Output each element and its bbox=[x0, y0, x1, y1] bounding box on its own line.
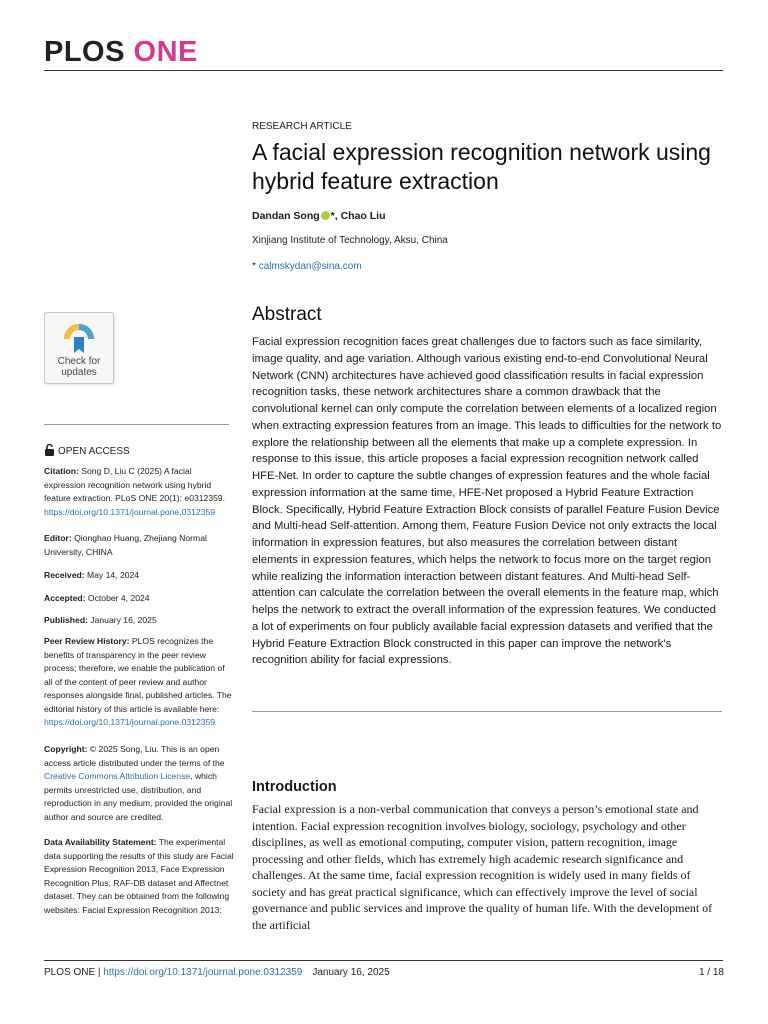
crossmark-icon bbox=[59, 317, 99, 357]
footer-journal: PLOS ONE | bbox=[44, 967, 104, 978]
logo-one: ONE bbox=[133, 36, 198, 68]
email-link[interactable]: calmskydan@sina.com bbox=[258, 261, 362, 272]
affiliation: Xinjiang Institute of Technology, Aksu, China bbox=[252, 235, 448, 246]
author-name: Dandan Song bbox=[252, 210, 320, 222]
logo-plos: PLOS bbox=[44, 36, 125, 68]
orcid-icon[interactable] bbox=[321, 211, 330, 220]
published-date: Published: January 16, 2025 bbox=[44, 615, 157, 625]
corresponding-email bbox=[252, 261, 362, 272]
check-for-updates-badge[interactable] bbox=[44, 312, 114, 384]
open-lock-icon bbox=[44, 443, 55, 457]
abstract-divider bbox=[252, 711, 722, 712]
header-rule bbox=[44, 70, 723, 71]
introduction-text: Facial expression is a non-verbal communication that conveys a person’s emotional state and intention. Facial expression recognition involves biology, sociology, psychology and other disciplines, as well as emotional computing, computer vision, pattern recognition, image processing and other fields, which has extremely high academic research significance and challenges. At the same time, facial expression recognition is widely used in many fields of society and has great practical significance, which can effectively improve the level of social governance and public services and improve the quality of human life. With the development of the artificial bbox=[252, 802, 713, 932]
page-footer bbox=[44, 967, 724, 978]
author-list bbox=[252, 210, 386, 222]
sidebar-rule bbox=[44, 424, 229, 425]
footer-doi-link[interactable]: https://doi.org/10.1371/journal.pone.0312359 bbox=[103, 967, 303, 978]
introduction-heading: Introduction bbox=[252, 779, 337, 795]
page-number: 1 / 18 bbox=[698, 967, 724, 978]
abstract-heading: Abstract bbox=[252, 304, 322, 325]
received-date: Received: May 14, 2024 bbox=[44, 570, 140, 580]
author-rest: *, Chao Liu bbox=[330, 210, 386, 222]
email-mark: * bbox=[252, 261, 256, 272]
footer-rule bbox=[44, 960, 723, 961]
peer-review-block: Peer Review History: PLOS recognizes the benefits of transparency in the peer review process; therefore, we enable the publication of all of the content of peer review and author responses alongside final, published articles. The editorial history of this article is available here: https://doi.org/10.1371/journal.pone.0312359 bbox=[44, 636, 232, 727]
badge-text: Check for updates bbox=[57, 356, 101, 378]
peer-review-link[interactable]: https://doi.org/10.1371/journal.pone.0312359 bbox=[44, 717, 216, 727]
article-type: RESEARCH ARTICLE bbox=[252, 121, 352, 132]
citation-block: Citation: Song D, Liu C (2025) A facial expression recognition network using hybrid feature extraction. PLoS ONE 20(1): e0312359. https://doi.org/10.1371/journal.pone.0312359 bbox=[44, 466, 226, 517]
copyright-block: Copyright: © 2025 Song, Liu. This is an open access article distributed under the terms of the Creative Commons Attribution License, which permits unrestricted use, distribution, and reproduction in any medium, provided the original author and source are credited. bbox=[44, 744, 233, 822]
open-access-label: OPEN ACCESS bbox=[44, 443, 130, 457]
accepted-date: Accepted: October 4, 2024 bbox=[44, 593, 150, 603]
data-availability-block: Data Availability Statement: The experimental data supporting the results of this study are Facial Expression Recognition 2013, Face Expression Recognition Plus, RAF-DB dataset and Affectnet dataset. They can be obtained from the following websites: Facial Expression Recognition 2013: bbox=[44, 837, 234, 915]
editor-block: Editor: Qionghao Huang, Zhejiang Normal University, CHINA bbox=[44, 533, 207, 557]
license-link[interactable]: Creative Commons Attribution License bbox=[44, 771, 191, 781]
abstract-text: Facial expression recognition faces great challenges due to factors such as face similarity, image quality, and age variation. Although various existing end-to-end Convolutional Neural Network (CNN) architectures have achieved good classification results in facial expression recognition tasks, these network architectures share a common drawback that the convolutional kernel can only compute the correlation between elements of a localized region when extracting expression features from an image. This leads to difficulties for the network to explore the relationship between all the elements that make up a complete expression. In response to this issue, this article proposes a facial expression recognition network called HFE-Net. In order to capture the subtle changes of expression features and the whole facial expression information at the same time, HFE-Net proposed a Hybrid Feature Extraction Block. Specifically, Hybrid Feature Extraction Block consists of parallel Feature Fusion Device and Multi-head Self-attention. Among them, Feature Fusion Device not only extracts the local information in expression features, but also measures the correlation between distant elements in expression features, which helps the network to focus more on the target region while realizing the information interaction between distant features. And Multi-head Self-attention can calculate the correlation between the overall elements in the feature map, which helps the network to extract the overall information of the expression features. We conducted a lot of experiments on four publicly available facial expression datasets and verified that the Hybrid Feature Extraction Block constructed in this paper can improve the network’s recognition ability for facial expressions. bbox=[252, 336, 722, 667]
article-title: A facial expression recognition network using hybrid feature extraction bbox=[252, 139, 711, 194]
journal-logo bbox=[44, 36, 198, 69]
footer-date: January 16, 2025 bbox=[312, 967, 390, 978]
citation-doi-link[interactable]: https://doi.org/10.1371/journal.pone.0312359 bbox=[44, 506, 216, 517]
